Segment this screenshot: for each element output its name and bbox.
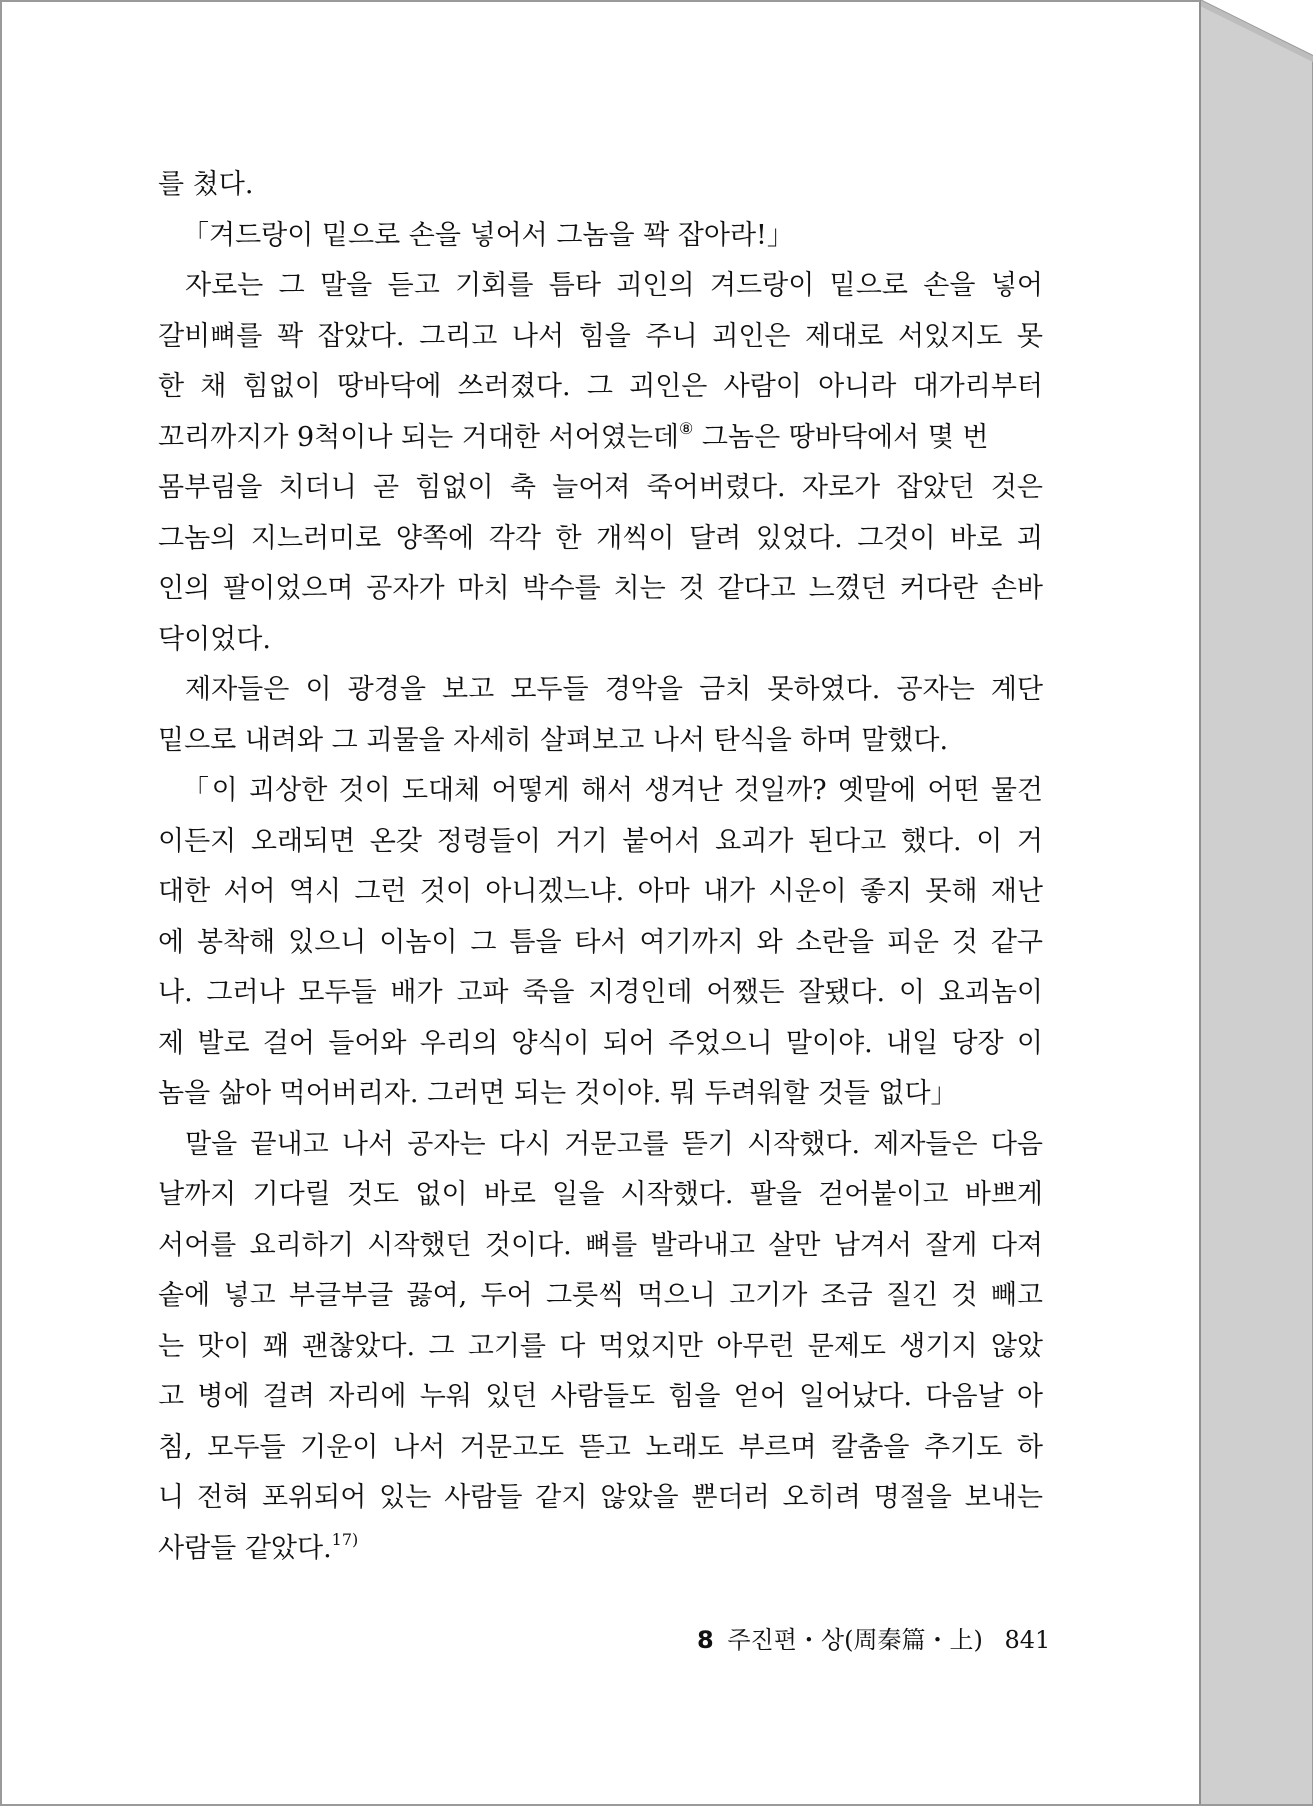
text-line: 대한 서어 역시 그런 것이 아니겠느냐. 아마 내가 시운이 좋지 못해 재난 xyxy=(158,876,1043,907)
text-line: 갈비뼈를 꽉 잡았다. 그리고 나서 힘을 주니 괴인은 제대로 서있지도 못 xyxy=(158,320,1043,352)
running-footer xyxy=(697,1620,1050,1655)
text-line: 「겨드랑이 밑으로 손을 넣어서 그놈을 꽉 잡아라!」 xyxy=(182,219,794,251)
text-segment: 그놈은 땅바닥에서 몇 번 xyxy=(693,421,989,453)
text-line: 에 봉착해 있으니 이놈이 그 틈을 타서 여기까지 와 소란을 피운 것 같구 xyxy=(158,926,1043,958)
text-line: 인의 팔이었으며 공자가 마치 박수를 치는 것 같다고 느꼈던 커다란 손바 xyxy=(158,573,1043,604)
text-line: 를 쳤다. xyxy=(158,169,254,200)
text-line: 침, 모두들 기운이 나서 거문고도 뜯고 노래도 부르며 칼춤을 추기도 하 xyxy=(158,1431,1043,1463)
text-line: 이든지 오래되면 온갖 정령들이 거기 붙어서 요괴가 된다고 했다. 이 거 xyxy=(158,825,1043,857)
text-line-with-footnote xyxy=(158,1524,1043,1575)
text-line: 말을 끝내고 나서 공자는 다시 거문고를 뜯기 시작했다. 제자들은 다음 xyxy=(185,1128,1043,1160)
text-line: 고 병에 걸려 자리에 누워 있던 사람들도 힘을 얻어 일어났다. 다음날 아 xyxy=(158,1381,1043,1412)
text-line: 밑으로 내려와 그 괴물을 자세히 살펴보고 나서 탄식을 하며 말했다. xyxy=(158,724,949,756)
text-line: 그놈의 지느러미로 양쪽에 각각 한 개씩이 달려 있었다. 그것이 바로 괴 xyxy=(158,522,1043,554)
text-line: 솥에 넣고 부글부글 끓여, 두어 그릇씩 먹으니 고기가 조금 질긴 것 빼고 xyxy=(158,1280,1043,1311)
text-segment: 꼬리까지가 9척이나 되는 거대한 서어였는데 xyxy=(158,421,679,453)
footnote-marker: 17) xyxy=(331,1529,359,1549)
text-line: 날까지 기다릴 것도 없이 바로 일을 시작했다. 팔을 걷어붙이고 바쁘게 xyxy=(158,1179,1043,1210)
text-line: 놈을 삶아 먹어버리자. 그러면 되는 것이야. 뭐 두려워할 것들 없다」 xyxy=(158,1078,958,1109)
text-line-with-footnote xyxy=(158,413,1043,464)
text-line: 는 맛이 꽤 괜찮았다. 그 고기를 다 먹었지만 아무런 문제도 생기지 않았 xyxy=(158,1330,1043,1362)
text-line: 한 채 힘없이 땅바닥에 쓰러졌다. 그 괴인은 사람이 아니라 대가리부터 xyxy=(158,371,1043,402)
text-segment: 사람들 같았다. xyxy=(158,1532,332,1564)
text-line: 제 발로 걸어 들어와 우리의 양식이 되어 주었으니 말이야. 내일 당장 이 xyxy=(158,1027,1043,1059)
text-line: 니 전혀 포위되어 있는 사람들 같지 않았을 뿐더러 오히려 명절을 보내는 xyxy=(158,1482,1043,1513)
body-text xyxy=(158,160,1043,1574)
page-stack-side xyxy=(1200,0,1313,1806)
chapter-title: 주진편・상(周秦篇・上) xyxy=(727,1626,983,1654)
page-number: 841 xyxy=(1004,1626,1051,1654)
text-line: 서어를 요리하기 시작했던 것이다. 뼈를 발라내고 살만 남겨서 잘게 다져 xyxy=(158,1229,1043,1261)
footnote-marker: ⑧ xyxy=(678,418,694,438)
text-line: 「이 괴상한 것이 도대체 어떻게 해서 생겨난 것일까? 옛말에 어떤 물건 xyxy=(182,775,1043,806)
text-line: 제자들은 이 광경을 보고 모두들 경악을 금치 못하였다. 공자는 계단 xyxy=(185,674,1043,705)
text-line: 자로는 그 말을 듣고 기회를 틈타 괴인의 겨드랑이 밑으로 손을 넣어 xyxy=(185,270,1043,301)
text-line: 나. 그러나 모두들 배가 고파 죽을 지경인데 어쨌든 잘됐다. 이 요괴놈이 xyxy=(158,977,1043,1008)
text-line: 몸부림을 치더니 곧 힘없이 축 늘어져 죽어버렸다. 자로가 잡았던 것은 xyxy=(158,472,1043,503)
chapter-number: 8 xyxy=(697,1626,714,1654)
text-line: 닥이었다. xyxy=(158,623,271,655)
